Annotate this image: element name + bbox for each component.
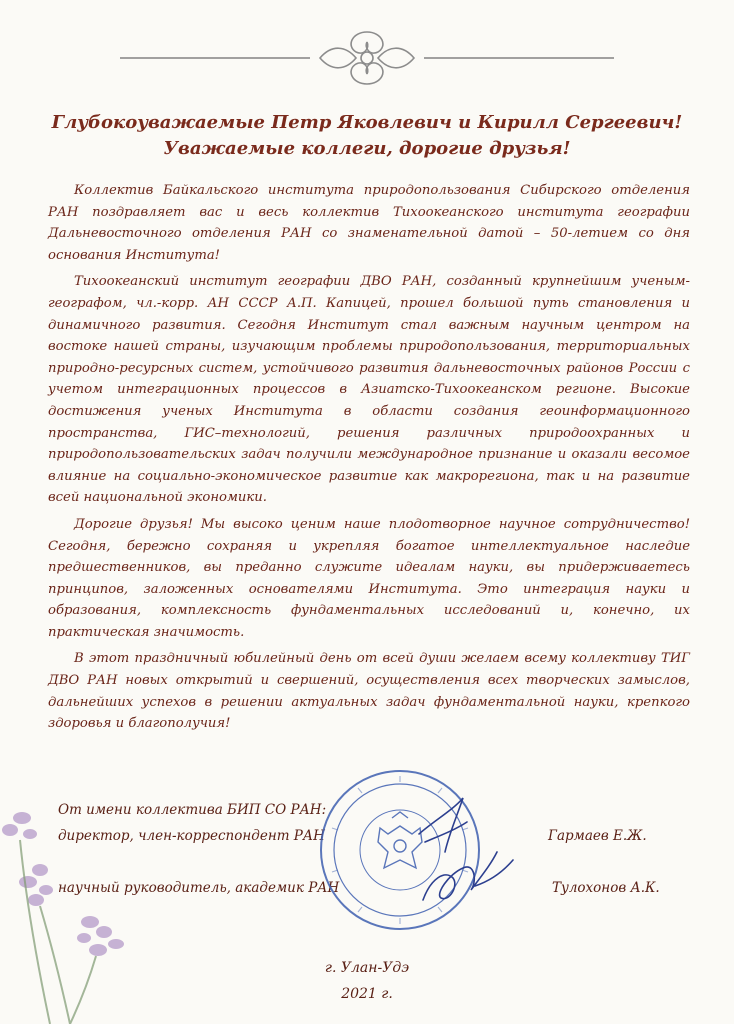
greeting-line-1: Глубокоуважаемые Петр Яковлевич и Кирилл Сергеевич! (51, 112, 683, 133)
paragraph-2: Тихоокеанский институт географии ДВО РАН, созданный крупнейшим ученым-географом, чл.-корр. АН СССР А.П. Капицей, прошел большой путь становления и динамичного развития. Сегодня Институт стал важным научным центром на востоке нашей страны, изучающим проблемы природопользования, территориальных природно-ресурсных систем, устойчивого развития дальневосточных районов России с учетом интеграционных процессов в Азиатско-Тихоокеанском регионе. Высокие достижения ученых Института в области создания геоинформационного пространства, ГИС–технологий, решения различных природоохранных и природопользовательских задач получили международное признание и оказали весомое влияние на социально-экономическое развитие как макрорегиона, так и на развитие всей национальной экономики. (48, 274, 690, 506)
director-title: директор, член-корреспондент РАН (58, 828, 325, 844)
footer-year: 2021 г. (341, 986, 393, 1002)
footer-city: г. Улан-Удэ (324, 960, 410, 976)
supervisor-name: Тулохонов А.К. (552, 880, 660, 896)
greeting-heading (40, 110, 694, 162)
supervisor-title: научный руководитель, академик РАН (58, 880, 340, 896)
handwritten-signature (405, 790, 525, 920)
director-name: Гармаев Е.Ж. (548, 828, 647, 844)
letter-body (48, 180, 690, 740)
header-ornament (120, 22, 614, 86)
paragraph-3: Дорогие друзья! Мы высоко ценим наше плодотворное научное сотрудничество! Сегодня, бережно сохраняя и укрепляя богатое интеллектуальное наследие предшественников, вы преданно служите идеалам науки, вы придерживаетесь принципов, заложенных основателями Института. Это интеграция науки и образования, комплексность фундаментальных исследований и, конечно, их практическая значимость. (48, 516, 690, 640)
paragraph-1: Коллектив Байкальского института природопользования Сибирского отделения РАН поздравляет вас и весь коллектив Тихоокеанского института географии Дальневосточного отделения РАН со знаменательной датой – 50-летием со дня основания Института! (48, 183, 690, 263)
from-collective: От имени коллектива БИП СО РАН: (58, 802, 327, 818)
greeting-line-2: Уважаемые коллеги, дорогие друзья! (163, 138, 571, 159)
paragraph-4: В этот праздничный юбилейный день от всей души желаем всему коллективу ТИГ ДВО РАН новых открытий и свершений, осуществления всех творческих замыслов, дальнейших успехов в решении актуальных задач фундаментальной науки, крепкого здоровья и благополучия! (48, 651, 690, 732)
